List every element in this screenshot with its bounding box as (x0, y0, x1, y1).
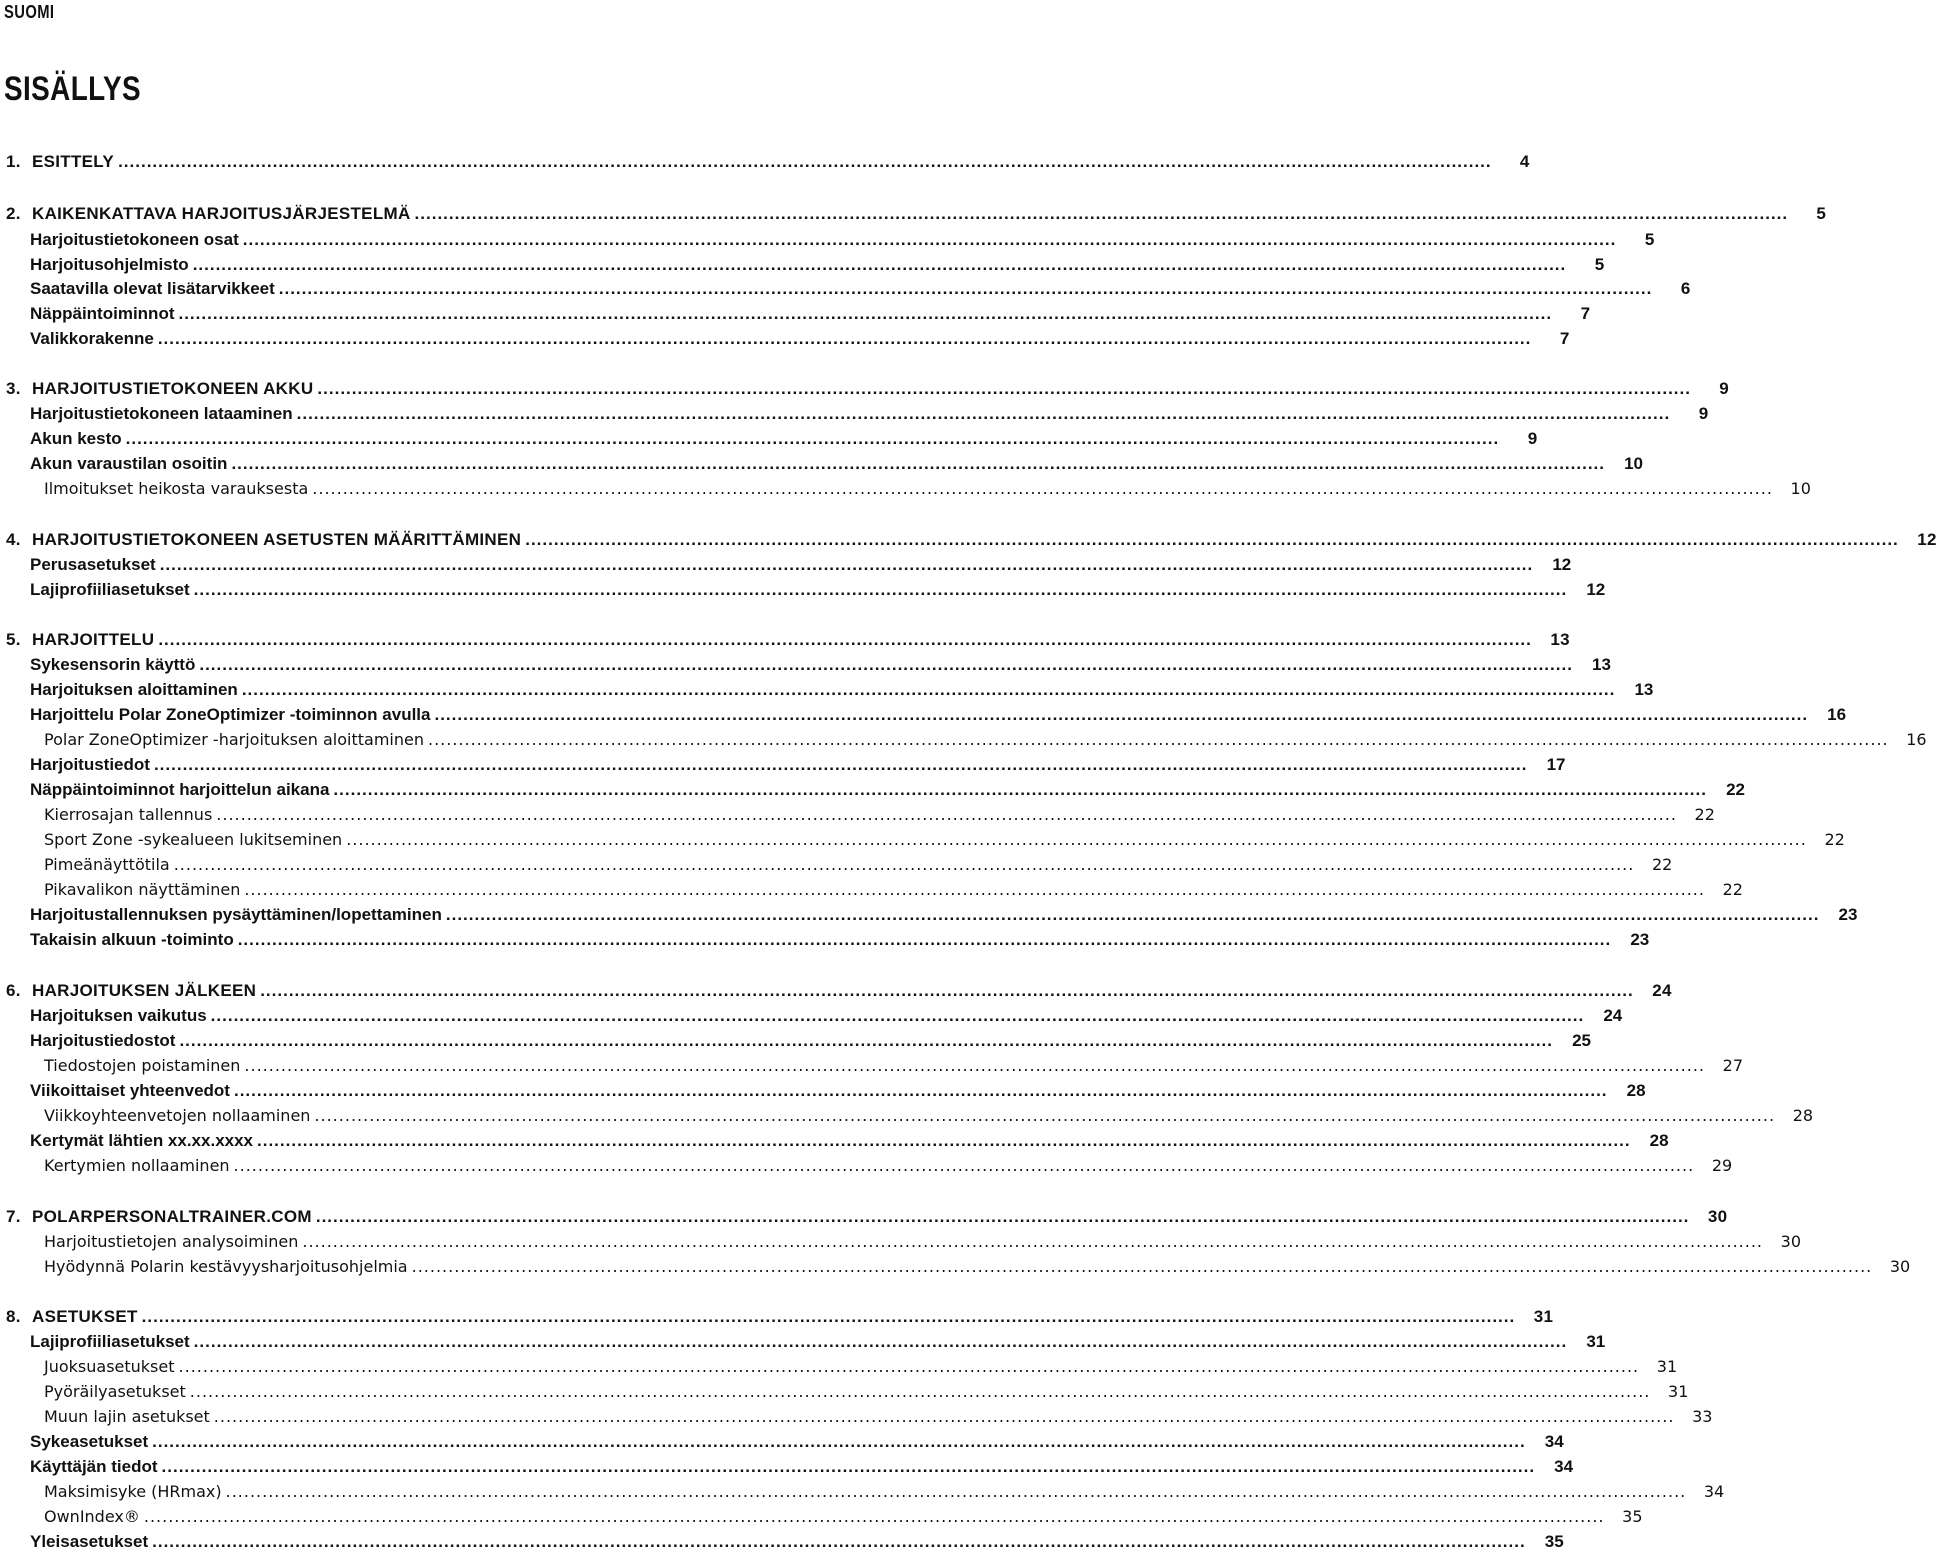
toc-page-number: 35 (1544, 1532, 1564, 1551)
toc-dot-leader (154, 753, 1528, 777)
toc-label: KAIKENKATTAVA HARJOITUSJÄRJESTELMÄ (32, 204, 411, 223)
toc-label: Harjoittelu Polar ZoneOptimizer -toiminnon avulla (30, 705, 431, 724)
toc-dot-leader (231, 452, 1605, 476)
toc-dot-leader (428, 728, 1889, 752)
toc-dot-leader (279, 277, 1653, 301)
toc-page-number: 9 (1719, 379, 1729, 398)
toc-page-number: 22 (1694, 805, 1715, 824)
toc-chapter-number: 7. (6, 1207, 21, 1226)
toc-label: Harjoitustietokoneen osat (30, 230, 239, 249)
toc-label: Sykesensorin käyttö (30, 655, 196, 674)
toc-entry[interactable] (0, 778, 1745, 802)
toc-dot-leader (178, 302, 1552, 326)
toc-label: Muun lajin asetukset (44, 1407, 210, 1426)
toc-label: OwnIndex® (44, 1507, 140, 1526)
toc-entry[interactable] (0, 878, 1743, 902)
toc-dot-leader (142, 1305, 1516, 1329)
toc-page-number: 30 (1889, 1257, 1911, 1276)
toc-dot-leader (179, 1029, 1553, 1053)
toc-page-number: 6 (1680, 279, 1691, 298)
toc-dot-leader (316, 1205, 1690, 1229)
toc-dot-leader (244, 878, 1705, 902)
toc-dot-leader (415, 202, 1789, 226)
toc-page-number: 31 (1533, 1307, 1554, 1326)
toc-page-number: 17 (1546, 755, 1566, 774)
toc-page-number: 34 (1703, 1482, 1725, 1501)
toc-dot-leader (525, 528, 1899, 552)
toc-dot-leader (194, 1330, 1568, 1354)
toc-label: Harjoitustietokoneen lataaminen (30, 404, 293, 423)
toc-page-number: 12 (1917, 530, 1937, 549)
toc-chapter[interactable] (0, 1205, 1728, 1229)
toc-dot-leader (179, 1355, 1640, 1379)
toc-entry[interactable] (0, 253, 1605, 277)
toc-chapter-number: 4. (6, 530, 21, 549)
toc-chapter-number: 5. (6, 630, 21, 649)
toc-label: Juoksuasetukset (44, 1357, 175, 1376)
toc-label: Valikkorakenne (30, 329, 154, 348)
toc-page-number: 16 (1827, 705, 1847, 724)
toc-label: Lajiprofiiliasetukset (30, 580, 190, 599)
toc-entry[interactable] (0, 1355, 1678, 1379)
toc-page-number: 27 (1722, 1056, 1744, 1075)
toc-entry[interactable] (0, 427, 1538, 451)
toc-entry[interactable] (0, 828, 1845, 852)
toc-entry[interactable] (0, 1079, 1646, 1103)
toc-label: Maksimisyke (HRmax) (44, 1482, 222, 1501)
toc-label: Käyttäjän tiedot (30, 1457, 158, 1476)
toc-page-number: 13 (1592, 655, 1611, 674)
toc-entry[interactable] (0, 1054, 1744, 1078)
toc-entry[interactable] (0, 228, 1655, 252)
toc-label: Harjoituksen aloittaminen (30, 680, 238, 699)
toc-chapter-number: 6. (6, 981, 21, 1000)
toc-entry[interactable] (0, 1255, 1911, 1279)
toc-entry[interactable] (0, 1230, 1801, 1254)
toc-label: Pimeänäyttötila (44, 855, 170, 874)
toc-page-number: 29 (1711, 1156, 1733, 1175)
toc-dot-leader (174, 853, 1635, 877)
toc-entry[interactable] (0, 277, 1691, 301)
toc-dot-leader (144, 1505, 1605, 1529)
toc-entry[interactable] (0, 1380, 1689, 1404)
toc-label: Kertymien nollaaminen (44, 1156, 230, 1175)
toc-dot-leader (244, 1054, 1705, 1078)
toc-entry[interactable] (0, 653, 1611, 677)
toc-chapter[interactable] (0, 202, 1827, 226)
toc-entry[interactable] (0, 678, 1654, 702)
toc-dot-leader (226, 1480, 1687, 1504)
toc-label: Sport Zone -sykealueen lukitseminen (44, 830, 343, 849)
toc-entry[interactable] (0, 477, 1811, 501)
toc-entry[interactable] (0, 1480, 1725, 1504)
toc-label: HARJOITUKSEN JÄLKEEN (32, 981, 257, 1000)
toc-dot-leader (434, 703, 1808, 727)
toc-entry[interactable] (0, 903, 1858, 927)
toc-label: Saatavilla olevat lisätarvikkeet (30, 279, 275, 298)
toc-label: Sykeasetukset (30, 1432, 149, 1451)
toc-entry[interactable] (0, 803, 1715, 827)
toc-dot-leader (412, 1255, 1873, 1279)
toc-page-number: 24 (1603, 1006, 1623, 1025)
language-label: SUOMI (4, 2, 55, 22)
toc-dot-leader (333, 778, 1707, 802)
toc-page-number: 30 (1707, 1207, 1728, 1226)
toc-dot-leader (193, 253, 1567, 277)
toc-dot-leader (234, 1154, 1695, 1178)
toc-page-number: 34 (1554, 1457, 1574, 1476)
toc-entry[interactable] (0, 703, 1847, 727)
toc-page-number: 5 (1594, 255, 1605, 274)
toc-entry[interactable] (0, 1505, 1643, 1529)
toc-page-number: 10 (1624, 454, 1643, 473)
toc-dot-leader (242, 678, 1616, 702)
toc-page-number: 13 (1550, 630, 1570, 649)
toc-label: Harjoitustiedostot (30, 1031, 176, 1050)
toc-page-number: 5 (1816, 204, 1827, 223)
toc-chapter-number: 2. (6, 204, 21, 223)
toc-page-number: 23 (1630, 930, 1650, 949)
toc-entry[interactable] (0, 1004, 1623, 1028)
toc-entry[interactable] (0, 728, 1927, 752)
toc-chapter[interactable] (0, 628, 1570, 652)
toc-page-number: 25 (1572, 1031, 1592, 1050)
toc-label: Harjoitusohjelmisto (30, 255, 189, 274)
toc-dot-leader (257, 1129, 1631, 1153)
toc-dot-leader (243, 228, 1617, 252)
toc-dot-leader (234, 1079, 1608, 1103)
toc-entry[interactable] (0, 928, 1650, 952)
toc-page-number: 22 (1722, 880, 1743, 899)
toc-dot-leader (152, 1530, 1526, 1554)
toc-label: Akun kesto (30, 429, 122, 448)
toc-entry[interactable] (0, 1154, 1733, 1178)
toc-dot-leader (346, 828, 1807, 852)
toc-entry[interactable] (0, 302, 1591, 326)
toc-page-number: 16 (1906, 730, 1927, 749)
toc-label: HARJOITTELU (32, 630, 155, 649)
toc-page-number: 12 (1586, 580, 1606, 599)
toc-label: HARJOITUSTIETOKONEEN AKKU (32, 379, 314, 398)
toc-page-number: 7 (1559, 329, 1570, 348)
toc-dot-leader (317, 377, 1691, 401)
toc-dot-leader (446, 903, 1820, 927)
toc-dot-leader (152, 1430, 1526, 1454)
toc-page-number: 34 (1544, 1432, 1564, 1451)
toc-dot-leader (126, 427, 1500, 451)
toc-label: Lajiprofiiliasetukset (30, 1332, 190, 1351)
toc-label: Harjoitustallennuksen pysäyttäminen/lopettaminen (30, 905, 442, 924)
toc-page-number: 22 (1651, 855, 1673, 874)
toc-label: Hyödynnä Polarin kestävyysharjoitusohjelmia (44, 1257, 408, 1276)
toc-page-number: 12 (1552, 555, 1572, 574)
toc-label: Tiedostojen poistaminen (44, 1056, 241, 1075)
toc-label: Perusasetukset (30, 555, 156, 574)
toc-dot-leader (160, 553, 1534, 577)
toc-label: Viikoittaiset yhteenvedot (30, 1081, 230, 1100)
toc-label: Harjoituksen vaikutus (30, 1006, 207, 1025)
toc-label: Pikavalikon näyttäminen (44, 880, 241, 899)
toc-entry[interactable] (0, 1129, 1669, 1153)
toc-dot-leader (260, 979, 1634, 1003)
toc-label: Näppäintoiminnot (30, 304, 175, 323)
toc-label: POLARPERSONALTRAINER.COM (32, 1207, 312, 1226)
toc-entry[interactable] (0, 553, 1572, 577)
toc-dot-leader (158, 628, 1532, 652)
page-title: SISÄLLYS (4, 70, 142, 108)
toc-entry[interactable] (0, 1104, 1814, 1128)
toc-page-number: 9 (1527, 429, 1538, 448)
toc-dot-leader (211, 1004, 1585, 1028)
toc-dot-leader (214, 1405, 1675, 1429)
toc-page-number: 5 (1644, 230, 1655, 249)
toc-label: Näppäintoiminnot harjoittelun aikana (30, 780, 330, 799)
toc-page-number: 13 (1634, 680, 1654, 699)
toc-entry[interactable] (0, 853, 1673, 877)
toc-page-number: 28 (1649, 1131, 1669, 1150)
toc-entry[interactable] (0, 327, 1570, 351)
toc-entry[interactable] (0, 1430, 1564, 1454)
toc-page-number: 31 (1656, 1357, 1678, 1376)
toc-page-number: 33 (1692, 1407, 1713, 1426)
toc-label: Kertymät lähtien xx.xx.xxxx (30, 1131, 254, 1150)
toc-page-number: 22 (1824, 830, 1845, 849)
toc-dot-leader (199, 653, 1573, 677)
toc-dot-leader (162, 1455, 1536, 1479)
toc-entry[interactable] (0, 578, 1606, 602)
toc-label: Akun varaustilan osoitin (30, 454, 228, 473)
toc-page-number: 24 (1652, 981, 1672, 1000)
toc-dot-leader (302, 1230, 1763, 1254)
toc-dot-leader (312, 477, 1773, 501)
toc-entry[interactable] (0, 753, 1566, 777)
toc-entry[interactable] (0, 1405, 1713, 1429)
toc-label: Ilmoitukset heikosta varauksesta (44, 479, 309, 498)
toc-page-number: 23 (1838, 905, 1858, 924)
toc-page-number: 31 (1668, 1382, 1689, 1401)
toc-label: Takaisin alkuun -toiminto (30, 930, 234, 949)
toc-page-number: 7 (1580, 304, 1591, 323)
toc-chapter[interactable] (0, 377, 1729, 401)
toc-page-number: 10 (1790, 479, 1811, 498)
toc-label: Harjoitustietojen analysoiminen (44, 1232, 299, 1251)
toc-chapter[interactable] (0, 1305, 1554, 1329)
toc-page-number: 35 (1622, 1507, 1643, 1526)
toc-page-number: 9 (1698, 404, 1709, 423)
toc-label: ESITTELY (32, 152, 115, 171)
toc-page-number: 28 (1792, 1106, 1814, 1125)
toc-chapter[interactable] (0, 528, 1937, 552)
toc-entry[interactable] (0, 1029, 1592, 1053)
toc-dot-leader (238, 928, 1612, 952)
toc-page-number: 31 (1586, 1332, 1606, 1351)
toc-label: Pyöräilyasetukset (44, 1382, 186, 1401)
toc-chapter-number: 1. (6, 152, 21, 171)
toc-page-number: 30 (1780, 1232, 1801, 1251)
toc-dot-leader (216, 803, 1677, 827)
toc-dot-leader (194, 578, 1568, 602)
toc-label: Harjoitustiedot (30, 755, 150, 774)
toc-chapter[interactable] (0, 979, 1672, 1003)
toc-page-number: 4 (1519, 152, 1530, 171)
toc-dot-leader (297, 402, 1671, 426)
toc-label: ASETUKSET (32, 1307, 138, 1326)
toc-label: Kierrosajan tallennus (44, 805, 213, 824)
toc-entry[interactable] (0, 1455, 1574, 1479)
toc-chapter-number: 8. (6, 1307, 21, 1326)
toc-label: Yleisasetukset (30, 1532, 149, 1551)
toc-entry[interactable] (0, 1530, 1564, 1554)
toc-label: Viikkoyhteenvetojen nollaaminen (44, 1106, 311, 1125)
toc-dot-leader (190, 1380, 1651, 1404)
toc-dot-leader (314, 1104, 1775, 1128)
toc-page-number: 28 (1626, 1081, 1646, 1100)
toc-entry[interactable] (0, 452, 1643, 476)
toc-dot-leader (158, 327, 1532, 351)
toc-entry[interactable] (0, 402, 1709, 426)
toc-chapter[interactable] (0, 150, 1530, 174)
toc-label: Polar ZoneOptimizer -harjoituksen aloittaminen (44, 730, 424, 749)
toc-page-number: 22 (1726, 780, 1745, 799)
toc-chapter-number: 3. (6, 379, 21, 398)
toc-entry[interactable] (0, 1330, 1606, 1354)
toc-dot-leader (118, 150, 1492, 174)
toc-label: HARJOITUSTIETOKONEEN ASETUSTEN MÄÄRITTÄMINEN (32, 530, 522, 549)
